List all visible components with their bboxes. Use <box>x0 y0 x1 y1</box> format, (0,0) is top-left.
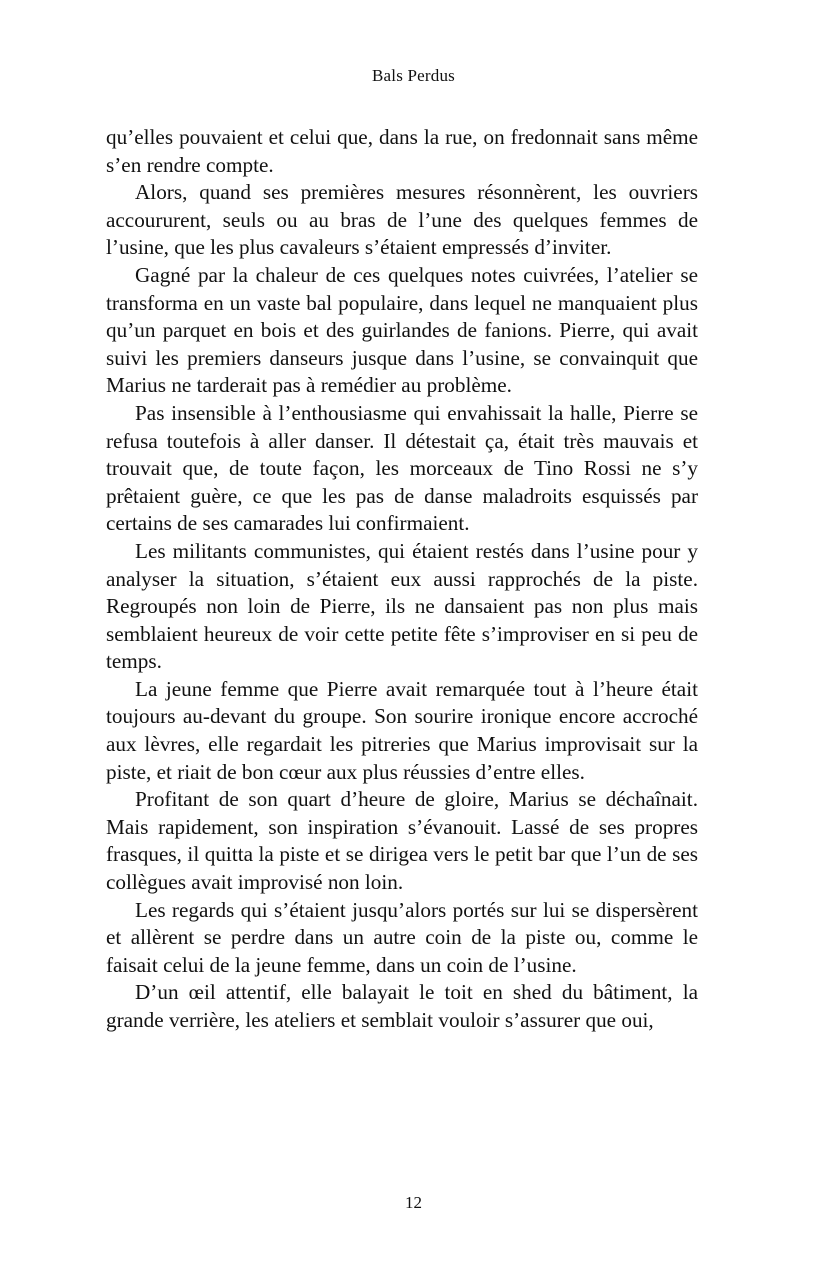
body-text <box>106 124 698 1035</box>
paragraph: Pas insensible à l’enthousiasme qui envahissait la halle, Pierre se refusa toutefois à aller danser. Il détestait ça, était très mauvais et trouvait que, de toute façon, les morceaux de Tino Rossi ne s’y prêtaient guère, ce que les pas de danse maladroits esquissés par certains de ses camarades lui confirmaient. <box>106 400 698 536</box>
paragraph: Gagné par la chaleur de ces quelques notes cuivrées, l’atelier se transforma en un vaste bal populaire, dans lequel ne manquaient plus qu’un parquet en bois et des guirlandes de fanions. Pierre, qui avait suivi les premiers danseurs jusque dans l’usine, se convainquit que Marius ne tarderait pas à remédier au problème. <box>106 262 698 398</box>
running-header: Bals Perdus <box>372 66 455 85</box>
paragraph: Les regards qui s’étaient jusqu’alors portés sur lui se dispersèrent et allèrent se perdre dans un autre coin de la piste ou, comme le faisait celui de la jeune femme, dans un coin de l’usine. <box>106 897 698 977</box>
page-number: 12 <box>405 1193 422 1212</box>
paragraph: D’un œil attentif, elle balayait le toit en shed du bâtiment, la grande verrière, les ateliers et semblait vouloir s’assurer que oui, <box>106 980 698 1032</box>
paragraph: Les militants communistes, qui étaient restés dans l’usine pour y analyser la situation, s’étaient eux aussi rapprochés de la piste. Regroupés non loin de Pierre, ils ne dansaient pas non plus mais semblaient heureux de voir cette petite fête s’improviser en si peu de temps. <box>106 538 698 674</box>
paragraph: Profitant de son quart d’heure de gloire, Marius se déchaînait. Mais rapidement, son inspiration s’évanouit. Lassé de ses propres frasques, il quitta la piste et se dirigea vers le petit bar que l’un de ses collègues avait improvisé non loin. <box>106 787 698 895</box>
paragraph-continuation: qu’elles pouvaient et celui que, dans la rue, on fredonnait sans même s’en rendre compte. <box>106 125 698 177</box>
paragraph: Alors, quand ses premières mesures résonnèrent, les ouvriers accoururent, seuls ou au bras de l’une des quelques femmes de l’usine, que les plus cavaleurs s’étaient empressés d’inviter. <box>106 180 698 260</box>
paragraph: La jeune femme que Pierre avait remarquée tout à l’heure était toujours au-devant du groupe. Son sourire ironique encore accroché aux lèvres, elle regardait les pitreries que Marius improvisait sur la piste, et riait de bon cœur aux plus réussies d’entre elles. <box>106 676 698 784</box>
